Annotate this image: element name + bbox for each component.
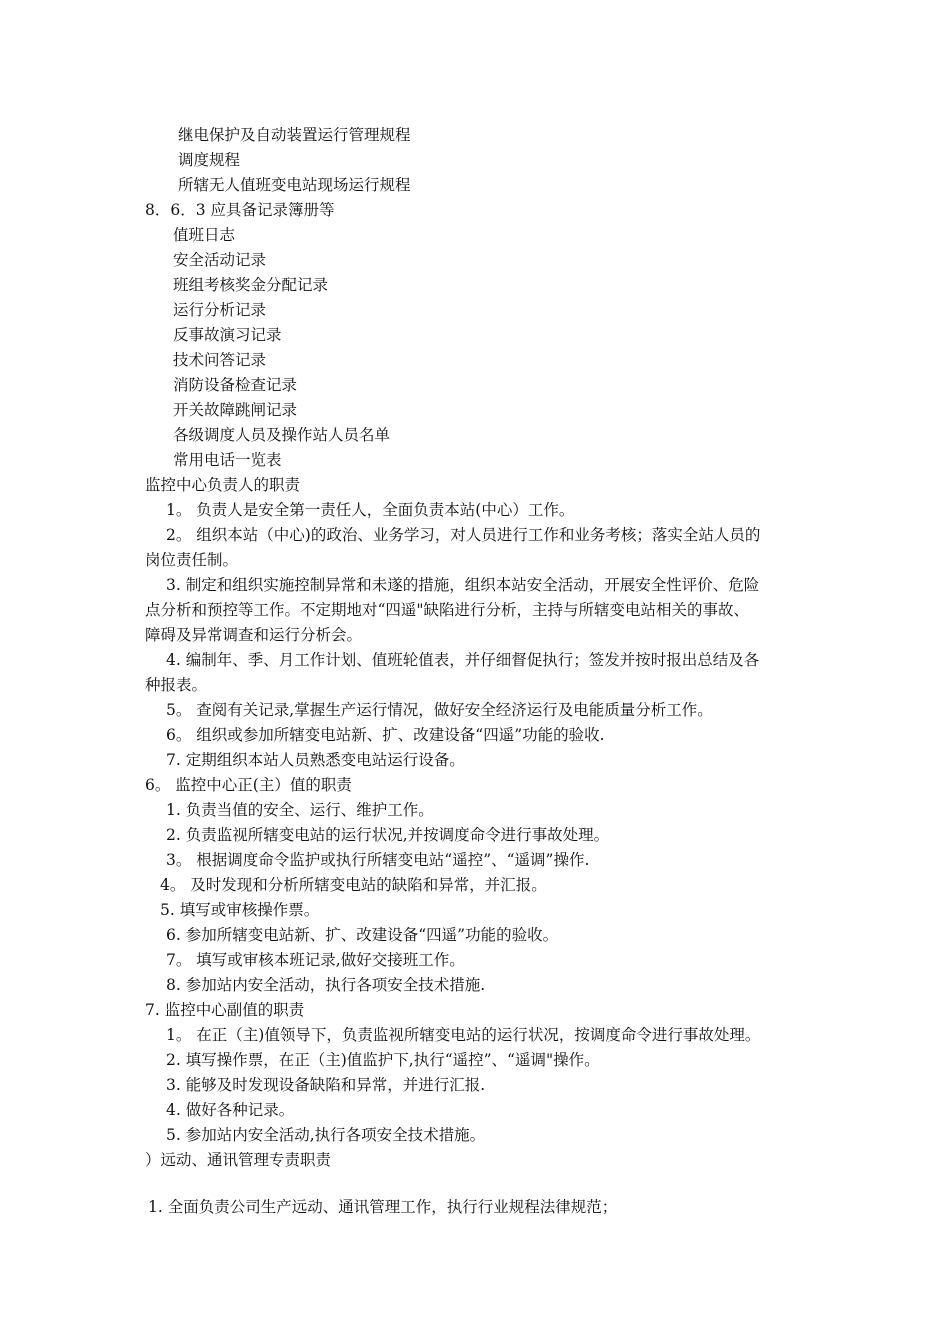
section-heading: 8．6．3 应具备记录簿册等 (145, 201, 335, 219)
text-line: 5. 填写或审核操作票。 (160, 901, 320, 919)
section-heading: ）远动、通讯管理专责职责 (145, 1151, 332, 1169)
text-line: 所辖无人值班变电站现场运行规程 (178, 176, 411, 194)
text-line: 1. 负责当值的安全、运行、维护工作。 (166, 801, 434, 819)
section-heading: 7. 监控中心副值的职责 (145, 1001, 305, 1019)
text-line: 3. 制定和组织实施控制异常和未遂的措施，组织本站安全活动，开展安全性评价、危险 (166, 576, 760, 594)
text-line: 1。 在正（主)值领导下，负责监视所辖变电站的运行状况，按调度命令进行事故处理。 (166, 1026, 761, 1044)
text-line: 点分析和预控等工作。不定期地对“四遥"缺陷进行分析，主持与所辖变电站相关的事故、 (145, 601, 750, 619)
list-item: 技术问答记录 (173, 351, 267, 369)
list-item: 安全活动记录 (173, 251, 267, 269)
text-line: 1。 负责人是安全第一责任人，全面负责本站(中心）工作。 (166, 501, 575, 519)
text-line: 3. 能够及时发现设备缺陷和异常，并进行汇报. (166, 1076, 486, 1094)
list-item: 各级调度人员及操作站人员名单 (173, 426, 391, 444)
text-line: 7。 填写或审核本班记录,做好交接班工作。 (166, 951, 465, 969)
list-item: 班组考核奖金分配记录 (173, 276, 329, 294)
text-line: 8. 参加站内安全活动，执行各项安全技术措施. (166, 976, 486, 994)
list-item: 开关故障跳闸记录 (173, 401, 298, 419)
text-line: 2. 负责监视所辖变电站的运行状况,并按调度命令进行事故处理。 (166, 826, 610, 844)
text-line: 岗位责任制。 (145, 551, 239, 569)
list-item: 运行分析记录 (173, 301, 267, 319)
text-line: 6. 参加所辖变电站新、扩、改建设备“四遥”功能的验收。 (166, 926, 559, 944)
text-line: 7. 定期组织本站人员熟悉变电站运行设备。 (166, 751, 465, 769)
text-line: 2。 组织本站（中心)的政治、业务学习，对人员进行工作和业务考核；落实全站人员的 (166, 526, 761, 544)
text-line: 种报表。 (145, 676, 208, 694)
section-heading: 监控中心负责人的职责 (145, 476, 301, 494)
text-line: 继电保护及自动装置运行管理规程 (178, 126, 411, 144)
section-heading: 6。 监控中心正(主）值的职责 (145, 776, 352, 794)
text-line: 5. 参加站内安全活动,执行各项安全技术措施。 (166, 1126, 486, 1144)
text-line: 6。 组织或参加所辖变电站新、扩、改建设备“四遥”功能的验收. (166, 726, 605, 744)
text-line: 3。 根据调度命令监护或执行所辖变电站“遥控”、“遥调”操作. (166, 851, 590, 869)
text-line: 调度规程 (178, 151, 241, 169)
text-line: 2. 填写操作票，在正（主)值监护下,执行“遥控”、“遥调"操作。 (166, 1051, 600, 1069)
list-item: 值班日志 (173, 226, 236, 244)
text-line: 1. 全面负责公司生产远动、通讯管理工作，执行行业规程法律规范； (148, 1198, 618, 1216)
text-line: 5。 查阅有关记录,掌握生产运行情况，做好安全经济运行及电能质量分析工作。 (166, 701, 713, 719)
list-item: 常用电话一览表 (173, 451, 282, 469)
text-line: 4. 做好各种记录。 (166, 1101, 295, 1119)
list-item: 消防设备检查记录 (173, 376, 298, 394)
text-line: 4。 及时发现和分析所辖变电站的缺陷和异常，并汇报。 (160, 876, 547, 894)
text-line: 障碍及异常调查和运行分析会。 (145, 626, 363, 644)
text-line: 4. 编制年、季、月工作计划、值班轮值表，并仔细督促执行；签发并按时报出总结及各 (166, 651, 760, 669)
list-item: 反事故演习记录 (173, 326, 282, 344)
